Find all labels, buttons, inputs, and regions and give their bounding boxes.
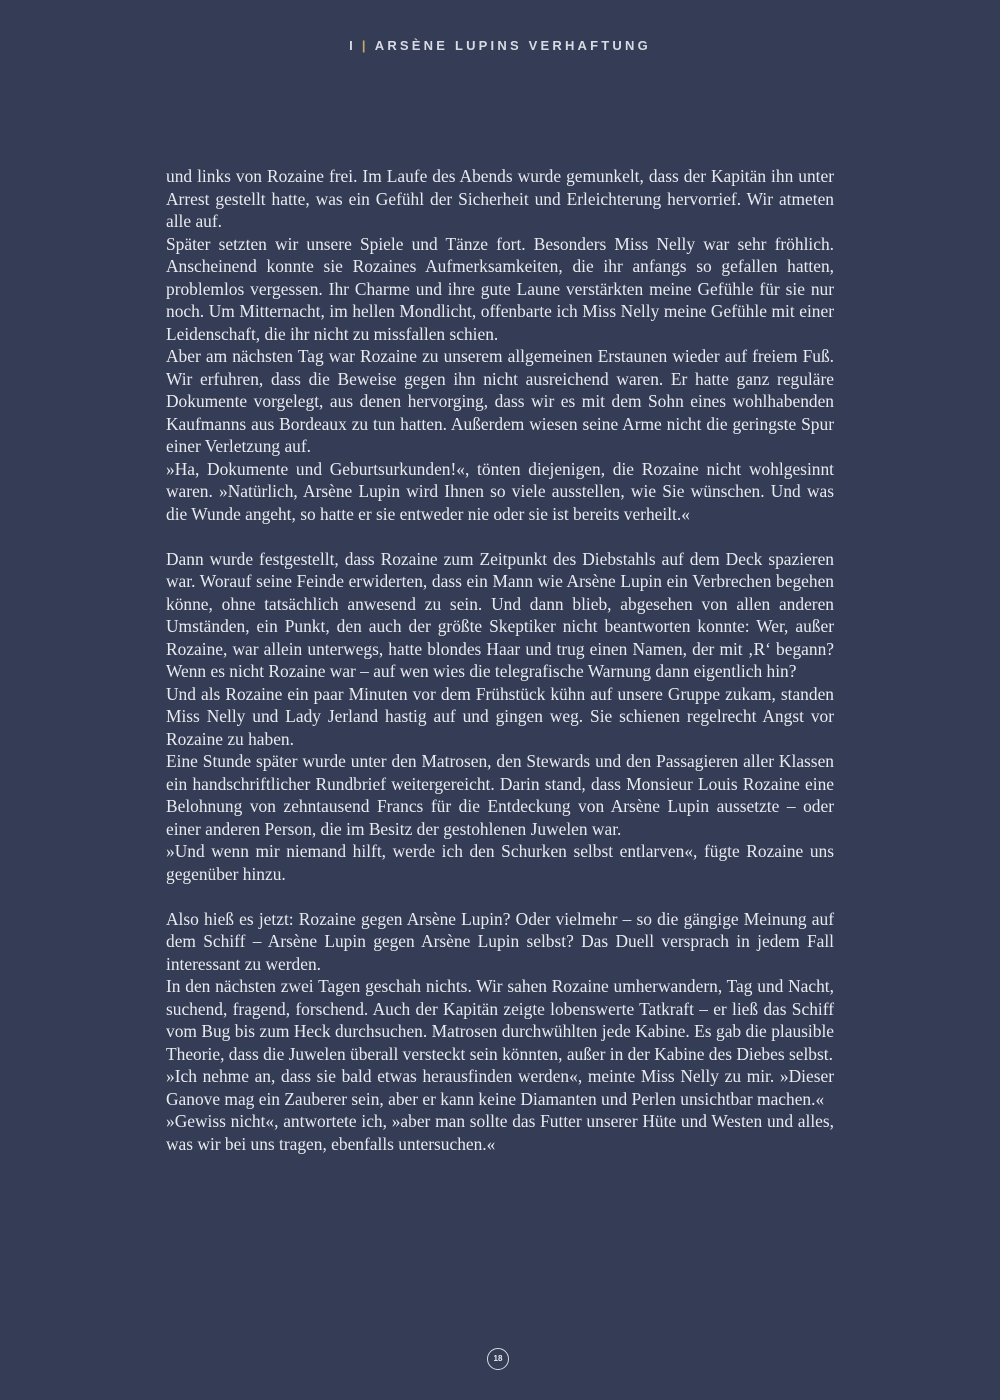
paragraph: Und als Rozaine ein paar Minuten vor dem Frühstück kühn auf unsere Gruppe zukam, standen Miss Nelly und Lady Jerland hastig auf und gingen weg. Sie schienen regelrecht Angst vor Rozaine zu haben. — [166, 683, 834, 749]
running-header — [0, 38, 1000, 53]
chapter-number: I — [349, 38, 356, 53]
paragraph: Dann wurde festgestellt, dass Rozaine zum Zeitpunkt des Diebstahls auf dem Deck spazieren war. Worauf seine Feinde erwiderten, dass ein Mann wie Arsène Lupin ein Verbrechen begehen könne, ohne tatsächlich anwesend zu sein. Und dann blieb, abgesehen von allen anderen Umständen, ein Punkt, den auch der größte Skeptiker nicht beantworten konnte: Wer, außer Rozaine, war allein unterwegs, hatte blondes Haar und trug einen Namen, der mit ‚R‘ begann? Wenn es nicht Rozaine war – auf wen wies die telegrafische Warnung dann eigentlich hin? — [166, 548, 834, 681]
body-text — [166, 165, 834, 1155]
chapter-title: ARSÈNE LUPINS VERHAFTUNG — [374, 38, 651, 53]
paragraph: Später setzten wir unsere Spiele und Tänze fort. Besonders Miss Nelly war sehr fröhlich. Anscheinend konnte sie Rozaines Aufmerksamkeiten, die ihr anfangs so gefallen hatten, problemlos vergessen. Ihr Charme und ihre gute Laune verstärkten meine Gefühle für sie nur noch. Um Mitternacht, im hellen Mondlicht, offenbarte ich Miss Nelly meine Gefühle mit einer Leidenschaft, die ihr nicht zu missfallen schien. — [166, 233, 834, 344]
paragraph: »Und wenn mir niemand hilft, werde ich den Schurken selbst entlarven«, fügte Rozaine uns gegenüber hinzu. — [166, 841, 834, 884]
paragraph: »Ha, Dokumente und Geburtsurkunden!«, tönten diejenigen, die Rozaine nicht wohlgesinnt waren. »Natürlich, Arsène Lupin wird Ihnen so viele ausstellen, wie Sie wünschen. Und was die Wunde angeht, so hatte er sie entweder nie oder sie ist bereits verheilt.« — [166, 458, 834, 524]
paragraph: In den nächsten zwei Tagen geschah nichts. Wir sahen Rozaine umherwandern, Tag und Nacht, suchend, fragend, forschend. Auch der Kapitän zeigte lobenswerte Tatkraft – er ließ das Schiff vom Bug bis zum Heck durchsuchen. Matrosen durchwühlten jede Kabine. Es gab die plausible Theorie, dass die Juwelen überall versteckt sein könnten, außer in der Kabine des Diebes selbst. — [166, 976, 834, 1064]
page-number-badge — [487, 1348, 509, 1370]
paragraph: »Gewiss nicht«, antwortete ich, »aber man sollte das Futter unserer Hüte und Westen und alles, was wir bei uns tragen, ebenfalls untersuchen.« — [166, 1111, 834, 1154]
paragraph: Aber am nächsten Tag war Rozaine zu unserem allgemeinen Erstaunen wieder auf freiem Fuß. Wir erfuhren, dass die Beweise gegen ihn nicht ausreichend waren. Er hatte ganz reguläre Dokumente vorgelegt, aus denen hervorging, dass wir es mit dem Sohn eines wohlhabenden Kaufmanns aus Bordeaux zu tun hatten. Außerdem wiesen seine Arme nicht die geringste Spur einer Verletzung auf. — [166, 346, 834, 456]
paragraph: und links von Rozaine frei. Im Laufe des Abends wurde gemunkelt, dass der Kapitän ihn unter Arrest gestellt hatte, was ein Gefühl der Sicherheit und Erleichterung hervorrief. Wir atmeten alle auf. — [166, 166, 834, 231]
header-separator: | — [361, 38, 369, 53]
paragraph: »Ich nehme an, dass sie bald etwas herausfinden werden«, meinte Miss Nelly zu mir. »Dieser Ganove mag ein Zauberer sein, aber er kann keine Diamanten und Perlen unsichtbar machen.« — [166, 1066, 834, 1109]
paragraph: Also hieß es jetzt: Rozaine gegen Arsène Lupin? Oder vielmehr – so die gängige Meinung auf dem Schiff – Arsène Lupin gegen Arsène Lupin selbst? Das Duell versprach in jedem Fall interessant zu werden. — [166, 908, 834, 974]
page-number: 18 — [493, 1354, 503, 1363]
paragraph: Eine Stunde später wurde unter den Matrosen, den Stewards und den Passagieren aller Klassen ein handschriftlicher Rundbrief weitergereicht. Darin stand, dass Monsieur Louis Rozaine eine Belohnung von zehntausend Francs für die Entdeckung von Arsène Lupin aussetzte – oder einer anderen Person, die im Besitz der gestohlenen Juwelen war. — [166, 751, 834, 839]
